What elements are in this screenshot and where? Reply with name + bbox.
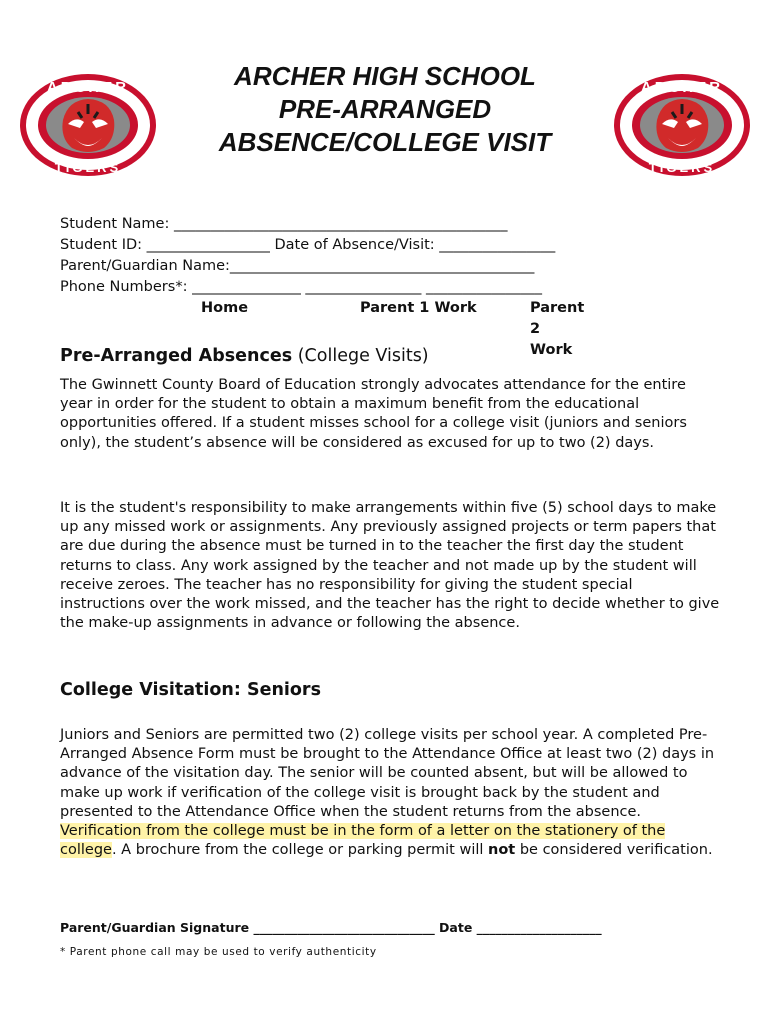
title-line-2: PRE-ARRANGED [278,94,492,124]
paragraph-college-visitation [60,726,720,860]
archer-tigers-logo-left [18,72,158,178]
phone-label-home: Home [201,300,249,316]
section-heading-main: Pre-Arranged Absences [60,346,293,366]
paragraph-responsibility: It is the student's responsibility to make arrangements within five (5) school days to make up any missed work or assignments. Any previously assigned projects or term papers that are due during the absence must be turned in to the teacher the first day the student returns to class. Any work assigned by the teacher and not made up by the student will receive zeroes. The teacher has no responsibility for giving the student special instructions over the work missed, and the teacher has the right to decide whether to give the make-up assignments in advance or following the absence. [60,500,720,632]
logo-top-text: ARCHER [640,79,724,96]
paragraph-policy: The Gwinnett County Board of Education strongly advocates attendance for the entire year in order for the student to obtain a maximum benefit from the educational opportunities offered. If a student misses school for a college visit (juniors and seniors only), the student’s absence will be considered as excused for up to two (2) days. [60,377,687,451]
verification-highlight: Verification from the college must be in the form of a letter on the stationery of the college [60,823,666,859]
title-line-1: ARCHER HIGH SCHOOL [234,61,536,91]
visitation-text-post: be considered verification. [515,842,713,859]
logo-top-text: ARCHER [46,79,130,96]
visitation-text-bold: not [488,842,516,859]
archer-tigers-logo-right [612,72,752,178]
student-name-field[interactable]: Student Name: ______________________________________________ [60,216,508,232]
title-line-3: ABSENCE/COLLEGE VISIT [218,127,552,157]
section-heading-sub: (College Visits) [292,346,429,366]
phone-label-parent2: Parent 2 Work [530,300,585,358]
phone-numbers-field[interactable]: Phone Numbers*: _______________ ________________ ________________ [60,279,543,295]
logo-bottom-text: TIGERS [648,160,716,175]
visitation-text-pre: Juniors and Seniors are permitted two (2) college visits per school year. A completed Pre-Arranged Absence Form must be brought to the Attendance Office at least two (2) days in advance of the visitation day. The senior will be counted absent, but will be allowed to make up work if verification of the college visit is brought back by the student and presented to the Attendance Office when the student returns from the absence. [60,727,715,820]
guardian-name-field[interactable]: Parent/Guardian Name:__________________________________________ [60,258,535,274]
footnote: * Parent phone call may be used to verify authenticity [60,946,377,958]
visitation-text-mid: . A brochure from the college or parking permit will [111,842,489,859]
section-heading-pre-arranged [60,346,429,366]
student-id-date-field[interactable]: Student ID: _________________ Date of Absence/Visit: ________________ [60,237,556,253]
logo-bottom-text: TIGERS [54,160,122,175]
phone-label-parent1: Parent 1 Work [360,300,477,316]
signature-date-line[interactable]: Parent/Guardian Signature _____________________________ Date ____________________ [60,920,602,935]
document-title [160,60,610,159]
section-heading-college-visitation: College Visitation: Seniors [60,680,321,700]
